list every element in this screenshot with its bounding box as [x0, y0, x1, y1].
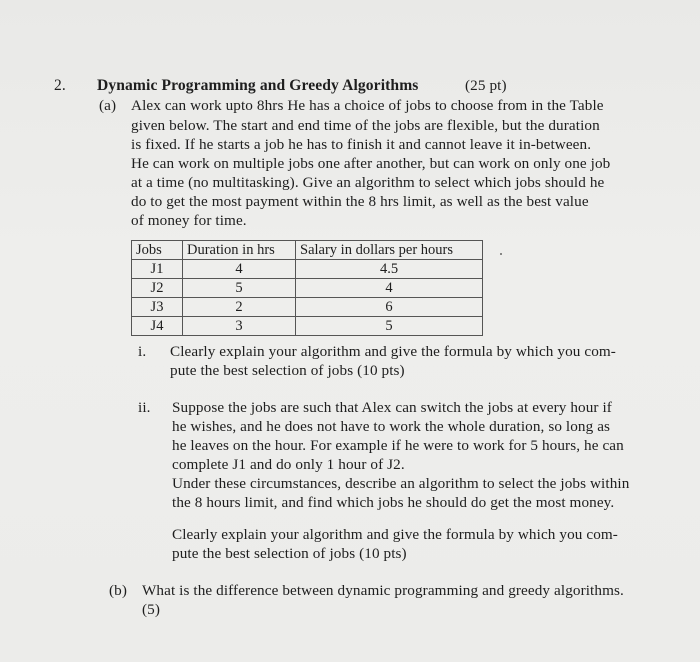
part-a-line: do to get the most payment within the 8 hrs limit, as well as the best value: [131, 193, 589, 210]
sub-ii-line: pute the best selection of jobs (10 pts): [172, 545, 407, 562]
sub-ii-label: ii.: [138, 399, 151, 416]
table-row: [132, 260, 483, 279]
table-row: [132, 298, 483, 317]
part-a-line: Alex can work upto 8hrs He has a choice of jobs to choose from in the Table: [131, 97, 604, 114]
table-header-duration: Duration in hrs: [183, 241, 296, 260]
part-b-line: What is the difference between dynamic programming and greedy algorithms.: [142, 582, 624, 599]
table-cell-duration: 2: [183, 298, 296, 317]
sub-ii-line: complete J1 and do only 1 hour of J2.: [172, 456, 405, 473]
table-cell-duration: 4: [183, 260, 296, 279]
sub-ii-line: Under these circumstances, describe an algorithm to select the jobs within: [172, 475, 630, 492]
table-header-row: [132, 241, 483, 260]
sub-ii-line: Suppose the jobs are such that Alex can switch the jobs at every hour if: [172, 399, 612, 416]
table-cell-duration: 5: [183, 279, 296, 298]
table-cell-job: J1: [132, 260, 183, 279]
table-cell-job: J3: [132, 298, 183, 317]
question-number: 2.: [54, 77, 66, 94]
part-b-line: (5): [142, 601, 161, 618]
table-cell-salary: 4.5: [296, 260, 483, 279]
sub-ii-line: the 8 hours limit, and find which jobs he should do get the most money.: [172, 494, 615, 511]
table-row: [132, 317, 483, 336]
stray-mark: [500, 253, 502, 255]
table-cell-duration: 3: [183, 317, 296, 336]
sub-ii-line: he wishes, and he does not have to work the whole duration, so long as: [172, 418, 611, 435]
sub-ii-line: he leaves on the hour. For example if he were to work for 5 hours, he can: [172, 437, 624, 454]
part-a-line: given below. The start and end time of the jobs are flexible, but the duration: [131, 117, 600, 134]
table-header-salary: Salary in dollars per hours: [296, 241, 483, 260]
sub-i-line: pute the best selection of jobs (10 pts): [170, 362, 405, 379]
table-cell-salary: 4: [296, 279, 483, 298]
sub-i-label: i.: [138, 343, 147, 360]
jobs-table: [131, 240, 483, 336]
part-a-label: (a): [99, 97, 117, 114]
table-row: [132, 279, 483, 298]
table-cell-job: J2: [132, 279, 183, 298]
table-cell-salary: 6: [296, 298, 483, 317]
table-header-jobs: Jobs: [132, 241, 183, 260]
sub-i-line: Clearly explain your algorithm and give the formula by which you com-: [170, 343, 616, 360]
part-b-label: (b): [109, 582, 128, 599]
part-a-line: of money for time.: [131, 212, 247, 229]
part-a-line: is fixed. If he starts a job he has to finish it and cannot leave it in-between.: [131, 136, 592, 153]
question-title: Dynamic Programming and Greedy Algorithms: [97, 77, 419, 94]
table-cell-salary: 5: [296, 317, 483, 336]
question-points: (25 pt): [465, 77, 507, 94]
part-a-line: He can work on multiple jobs one after another, but can work on only one job: [131, 155, 611, 172]
part-a-line: at a time (no multitasking). Give an algorithm to select which jobs should he: [131, 174, 605, 191]
sub-ii-line: Clearly explain your algorithm and give the formula by which you com-: [172, 526, 618, 543]
table-cell-job: J4: [132, 317, 183, 336]
